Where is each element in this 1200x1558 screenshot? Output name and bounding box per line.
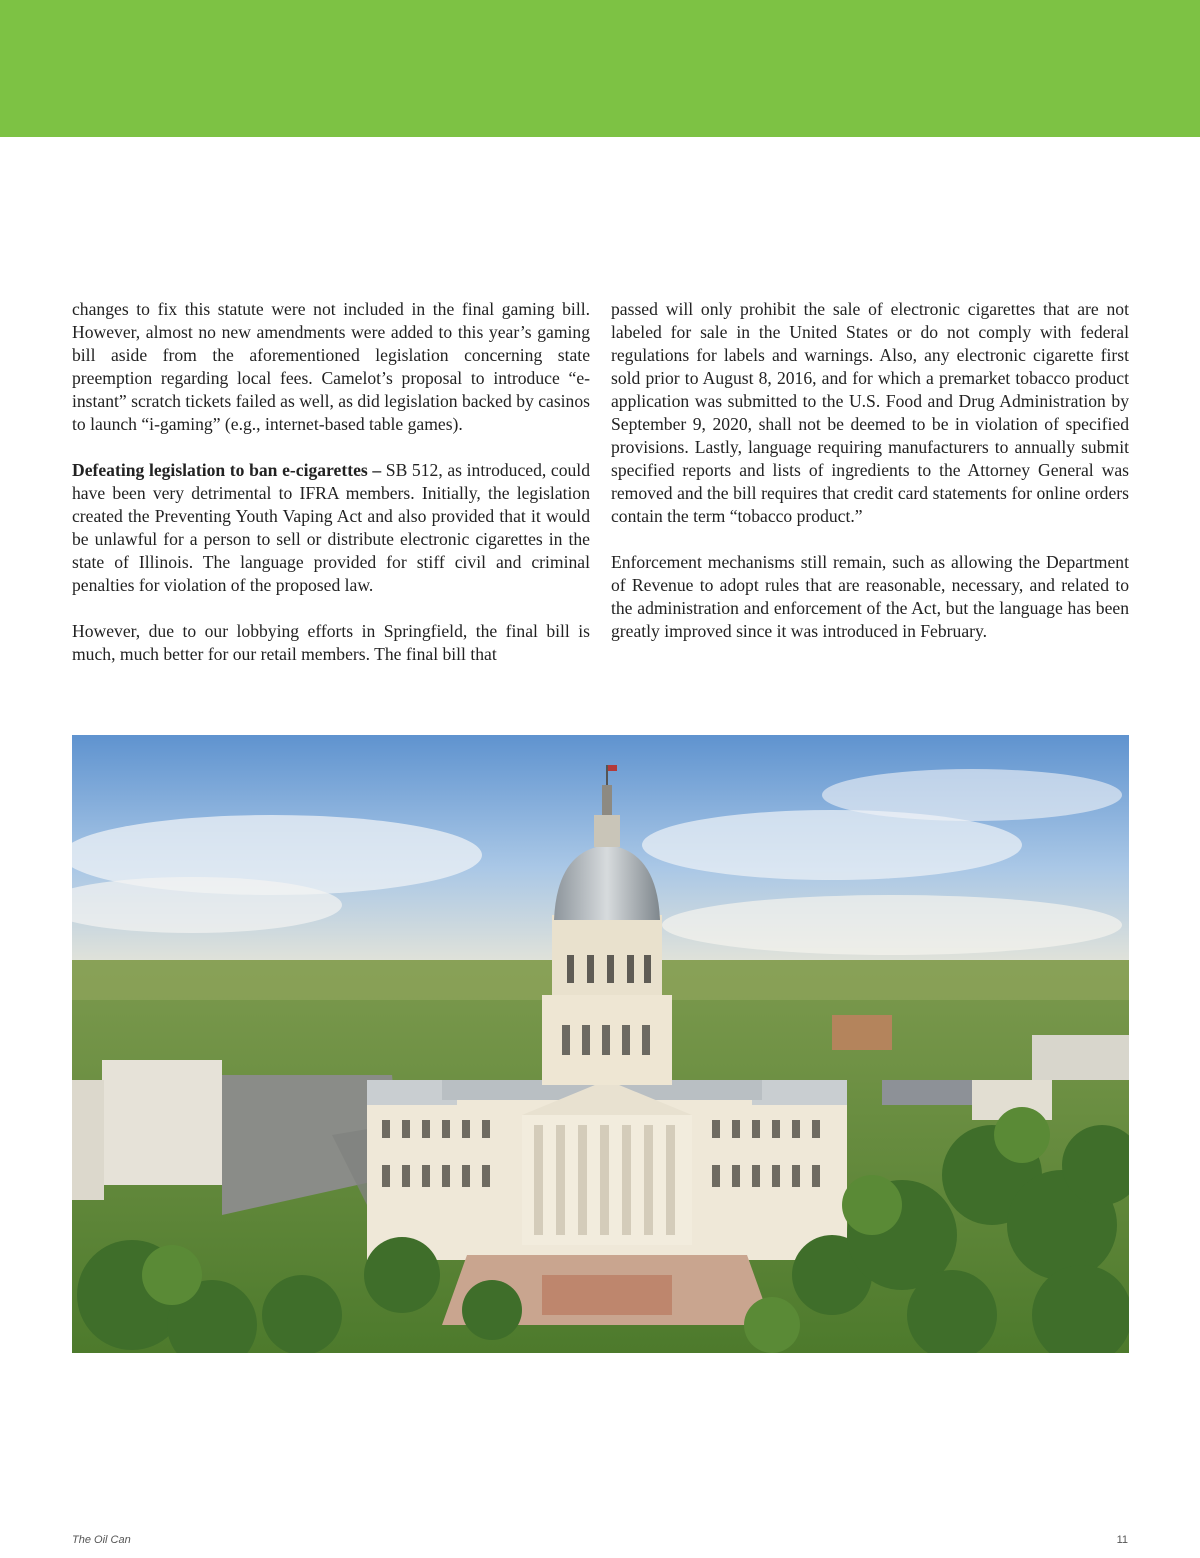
page-number: 11 bbox=[1116, 1534, 1128, 1546]
article-paragraph: passed will only prohibit the sale of electronic cigarettes that are not labeled for sale in the United States or do not comply with federal regulations for labels and warnings. Also, any electronic cigarette first sold prior to August 8, 2016, and for which a premarket tobacco product application was submitted to the U.S. Food and Drug Administration by September 9, 2020, shall not be deemed to be in violation of specified provisions. Lastly, language requiring manufacturers to annually submit specified reports and lists of ingredients to the Attorney General was removed and the bill requires that credit card statements for online orders contain the term “tobacco product.” bbox=[611, 299, 1129, 526]
article-paragraph: changes to fix this statute were not included in the final gaming bill. However, almost no new amendments were added to this year’s gaming bill aside from the aforementioned legislation concerning state preemption regarding local fees. Camelot’s proposal to introduce “e-instant” scratch tickets failed as well, as did legislation backed by casinos to launch “i-gaming” (e.g., internet-based table games). bbox=[72, 299, 590, 434]
article-paragraph: However, due to our lobbying efforts in Springfield, the final bill is much, much better for our retail members. The final bill that bbox=[72, 621, 590, 664]
capitol-building-photo bbox=[72, 735, 1129, 1353]
article-column-left bbox=[72, 298, 590, 666]
paragraph-body: SB 512, as introduced, could have been very detrimental to IFRA members. Initially, the legislation created the Preventing Youth Vaping Act and also provided that it would be unlawful for a person to sell or distribute electronic cigarettes in the state of Illinois. The language provided for stiff civil and criminal penalties for violation of the proposed law. bbox=[72, 460, 590, 595]
publication-name: The Oil Can bbox=[72, 1534, 131, 1546]
header-color-band bbox=[0, 0, 1200, 137]
section-heading: Defeating legislation to ban e-cigarettes – bbox=[72, 460, 382, 480]
article-paragraph: Enforcement mechanisms still remain, such as allowing the Department of Revenue to adopt rules that are reasonable, necessary, and related to the administration and enforcement of the Act, but the language has been greatly improved since it was introduced in February. bbox=[611, 552, 1129, 641]
article-column-right bbox=[611, 298, 1129, 643]
article-paragraph bbox=[72, 459, 590, 597]
